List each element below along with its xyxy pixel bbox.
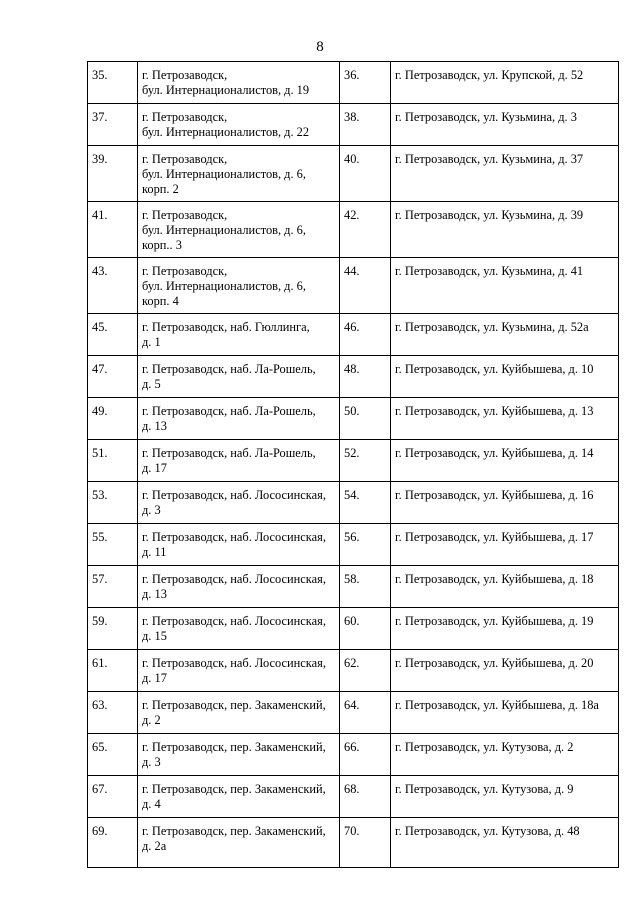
row-number-right: 58. [340,566,391,608]
table-row [88,104,619,146]
address-right: г. Петрозаводск, ул. Куйбышева, д. 13 [391,398,619,440]
row-number-right: 54. [340,482,391,524]
address-left: г. Петрозаводск, наб. Ла-Рошель, д. 17 [138,440,340,482]
address-right: г. Петрозаводск, ул. Куйбышева, д. 19 [391,608,619,650]
address-right: г. Петрозаводск, ул. Куйбышева, д. 20 [391,650,619,692]
row-number-right: 64. [340,692,391,734]
address-left: г. Петрозаводск, наб. Ла-Рошель, д. 13 [138,398,340,440]
row-number-left: 63. [88,692,138,734]
row-number-left: 35. [88,62,138,104]
address-right: г. Петрозаводск, ул. Кутузова, д. 48 [391,818,619,868]
address-right: г. Петрозаводск, ул. Кузьмина, д. 39 [391,202,619,258]
row-number-left: 37. [88,104,138,146]
row-number-right: 36. [340,62,391,104]
row-number-left: 45. [88,314,138,356]
address-right: г. Петрозаводск, ул. Куйбышева, д. 10 [391,356,619,398]
row-number-left: 53. [88,482,138,524]
address-left: г. Петрозаводск, наб. Лососинская, д. 17 [138,650,340,692]
address-left: г. Петрозаводск, бул. Интернационалистов, д. 6, корп. 4 [138,258,340,314]
address-right: г. Петрозаводск, ул. Крупской, д. 52 [391,62,619,104]
table-row [88,62,619,104]
row-number-right: 50. [340,398,391,440]
row-number-right: 60. [340,608,391,650]
row-number-left: 39. [88,146,138,202]
address-right: г. Петрозаводск, ул. Куйбышева, д. 14 [391,440,619,482]
table-row [88,482,619,524]
address-left: г. Петрозаводск, наб. Лососинская, д. 15 [138,608,340,650]
address-left: г. Петрозаводск, пер. Закаменский, д. 3 [138,734,340,776]
address-right: г. Петрозаводск, ул. Куйбышева, д. 18а [391,692,619,734]
table-row [88,608,619,650]
row-number-right: 66. [340,734,391,776]
row-number-right: 62. [340,650,391,692]
address-right: г. Петрозаводск, ул. Кутузова, д. 2 [391,734,619,776]
table-row [88,202,619,258]
table-row [88,258,619,314]
address-left: г. Петрозаводск, бул. Интернационалистов, д. 6, корп. 2 [138,146,340,202]
table-row [88,776,619,818]
address-right: г. Петрозаводск, ул. Кузьмина, д. 37 [391,146,619,202]
row-number-left: 69. [88,818,138,868]
address-left: г. Петрозаводск, бул. Интернационалистов, д. 22 [138,104,340,146]
address-right: г. Петрозаводск, ул. Куйбышева, д. 18 [391,566,619,608]
row-number-right: 68. [340,776,391,818]
row-number-left: 61. [88,650,138,692]
address-left: г. Петрозаводск, бул. Интернационалистов, д. 19 [138,62,340,104]
table-row [88,566,619,608]
row-number-right: 52. [340,440,391,482]
row-number-left: 55. [88,524,138,566]
row-number-right: 56. [340,524,391,566]
table-row [88,146,619,202]
row-number-left: 47. [88,356,138,398]
page-number: 8 [316,39,324,55]
table-row [88,692,619,734]
table-row [88,734,619,776]
row-number-left: 49. [88,398,138,440]
address-right: г. Петрозаводск, ул. Куйбышева, д. 16 [391,482,619,524]
table-row [88,818,619,868]
address-right: г. Петрозаводск, ул. Кузьмина, д. 3 [391,104,619,146]
table-row [88,356,619,398]
address-left: г. Петрозаводск, бул. Интернационалистов, д. 6, корп.. 3 [138,202,340,258]
table-row [88,524,619,566]
row-number-right: 42. [340,202,391,258]
row-number-left: 43. [88,258,138,314]
address-left: г. Петрозаводск, наб. Лососинская, д. 13 [138,566,340,608]
table-row [88,314,619,356]
row-number-left: 67. [88,776,138,818]
address-left: г. Петрозаводск, пер. Закаменский, д. 4 [138,776,340,818]
row-number-left: 59. [88,608,138,650]
row-number-right: 70. [340,818,391,868]
address-right: г. Петрозаводск, ул. Кузьмина, д. 41 [391,258,619,314]
row-number-right: 38. [340,104,391,146]
address-left: г. Петрозаводск, наб. Гюллинга, д. 1 [138,314,340,356]
address-left: г. Петрозаводск, пер. Закаменский, д. 2а [138,818,340,868]
table-row [88,650,619,692]
row-number-right: 40. [340,146,391,202]
address-left: г. Петрозаводск, наб. Лососинская, д. 11 [138,524,340,566]
row-number-left: 41. [88,202,138,258]
address-left: г. Петрозаводск, наб. Лососинская, д. 3 [138,482,340,524]
row-number-left: 65. [88,734,138,776]
row-number-left: 51. [88,440,138,482]
row-number-right: 44. [340,258,391,314]
address-left: г. Петрозаводск, наб. Ла-Рошель, д. 5 [138,356,340,398]
address-right: г. Петрозаводск, ул. Кузьмина, д. 52а [391,314,619,356]
row-number-left: 57. [88,566,138,608]
address-right: г. Петрозаводск, ул. Кутузова, д. 9 [391,776,619,818]
address-right: г. Петрозаводск, ул. Куйбышева, д. 17 [391,524,619,566]
address-left: г. Петрозаводск, пер. Закаменский, д. 2 [138,692,340,734]
table-row [88,440,619,482]
row-number-right: 46. [340,314,391,356]
table-row [88,398,619,440]
row-number-right: 48. [340,356,391,398]
address-table [87,61,619,868]
